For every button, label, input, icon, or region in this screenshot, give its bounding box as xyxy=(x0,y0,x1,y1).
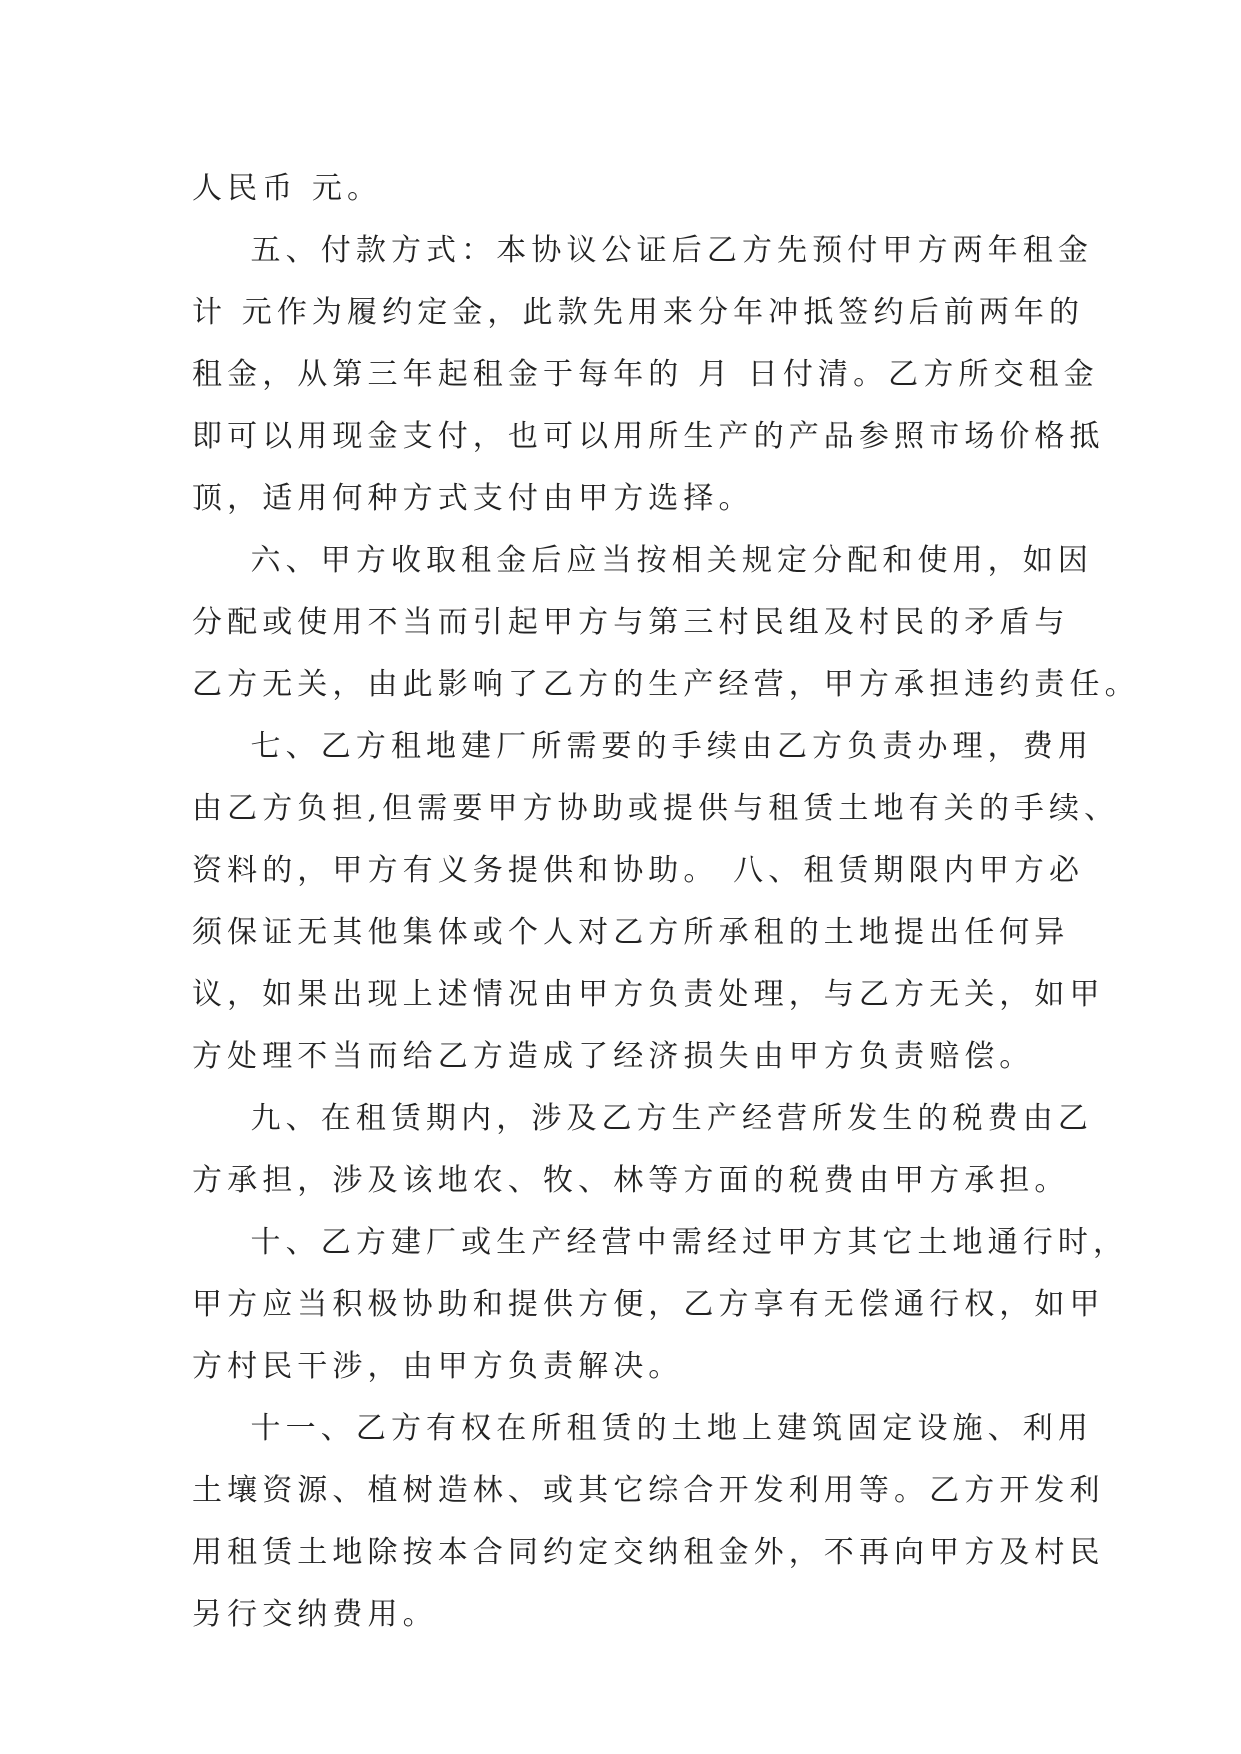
text-line: 十一、乙方有权在所租赁的土地上建筑固定设施、利用 xyxy=(192,1411,1093,1446)
text-line: 方承担，涉及该地农、牧、林等方面的税费由甲方承担。 xyxy=(192,1163,1070,1198)
text-line: 议，如果出现上述情况由甲方负责处理，与乙方无关，如甲 xyxy=(192,977,1105,1012)
text-line: 须保证无其他集体或个人对乙方所承租的土地提出任何异 xyxy=(192,915,1070,950)
text-line: 即可以用现金支付，也可以用所生产的产品参照市场价格抵 xyxy=(192,419,1105,454)
contract-body-text xyxy=(192,158,1140,1646)
text-line: 乙方无关，由此影响了乙方的生产经营，甲方承担违约责任。 xyxy=(192,667,1140,702)
text-line: 由乙方负担,但需要甲方协助或提供与租赁土地有关的手续、 xyxy=(192,791,1120,826)
text-line: 租金，从第三年起租金于每年的 月 日付清。乙方所交租金 xyxy=(192,357,1099,392)
text-line: 土壤资源、植树造林、或其它综合开发利用等。乙方开发利 xyxy=(192,1473,1105,1508)
text-line: 另行交纳费用。 xyxy=(192,1597,438,1632)
text-line: 九、在租赁期内，涉及乙方生产经营所发生的税费由乙 xyxy=(192,1101,1093,1136)
text-line: 用租赁土地除按本合同约定交纳租金外，不再向甲方及村民 xyxy=(192,1535,1105,1570)
text-line: 七、乙方租地建厂所需要的手续由乙方负责办理，费用 xyxy=(192,729,1093,764)
text-line: 方村民干涉，由甲方负责解决。 xyxy=(192,1349,684,1384)
text-line: 顶，适用何种方式支付由甲方选择。 xyxy=(192,481,754,516)
text-line: 五、付款方式：本协议公证后乙方先预付甲方两年租金 xyxy=(192,233,1093,268)
text-line: 人民币 元。 xyxy=(192,171,383,206)
text-line: 分配或使用不当而引起甲方与第三村民组及村民的矛盾与 xyxy=(192,605,1070,640)
text-line: 甲方应当积极协助和提供方便，乙方享有无偿通行权，如甲 xyxy=(192,1287,1105,1322)
text-line: 方处理不当而给乙方造成了经济损失由甲方负责赔偿。 xyxy=(192,1039,1035,1074)
text-line: 计 元作为履约定金，此款先用来分年冲抵签约后前两年的 xyxy=(192,295,1085,330)
text-line: 十、乙方建厂或生产经营中需经过甲方其它土地通行时， xyxy=(192,1225,1129,1260)
text-line: 资料的，甲方有义务提供和协助。 八、租赁期限内甲方必 xyxy=(192,853,1085,888)
text-line: 六、甲方收取租金后应当按相关规定分配和使用，如因 xyxy=(192,543,1093,578)
